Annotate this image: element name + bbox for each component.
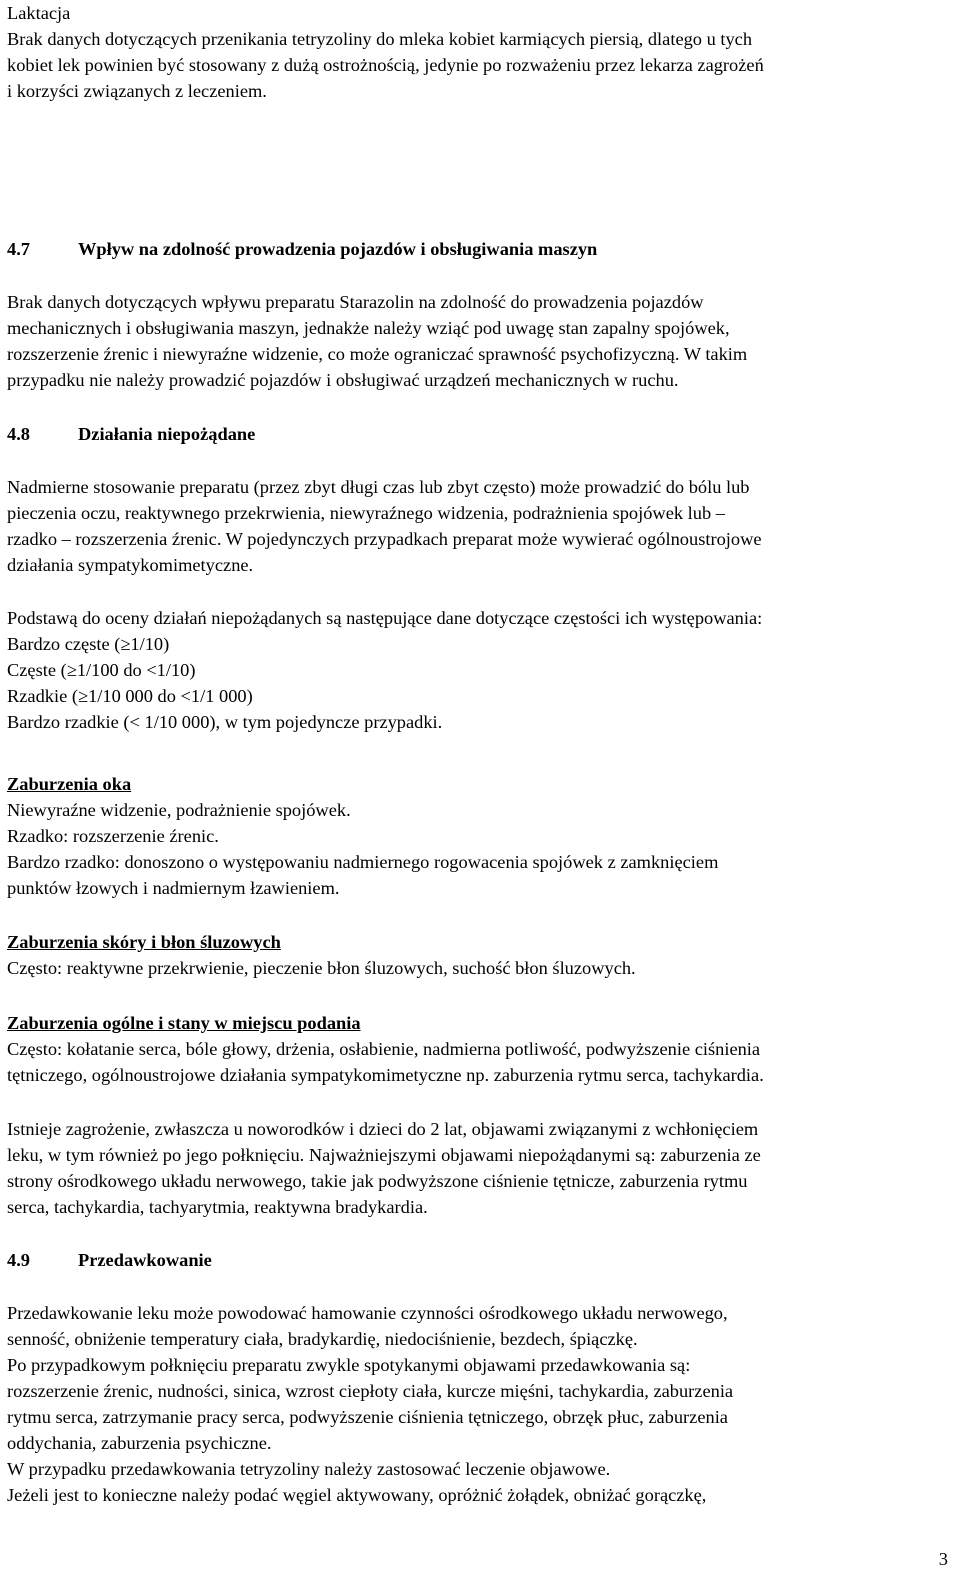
paragraph-line: leku, w tym również po jego połknięciu. Najważniejszymi objawami niepożądanymi są: zaburzenia ze	[7, 1145, 761, 1165]
paragraph-line: pieczenia oczu, reaktywnego przekrwienia, niewyraźnego widzenia, podrażnienia spojówek lub –	[7, 503, 725, 523]
section-heading	[7, 421, 255, 447]
section-number: 4.7	[7, 239, 30, 259]
page-number: 3	[938, 1549, 948, 1569]
section-heading	[7, 1247, 212, 1273]
paragraph-line: oddychania, zaburzenia psychiczne.	[7, 1433, 272, 1453]
subsection-title: Zaburzenia skóry i błon śluzowych	[7, 932, 281, 952]
paragraph-line: punktów łzowych i nadmiernym łzawieniem.	[7, 878, 340, 898]
paragraph-line: W przypadku przedawkowania tetryzoliny należy zastosować leczenie objawowe.	[7, 1459, 611, 1479]
lactation-section	[7, 0, 764, 104]
paragraph-line: rytmu serca, zatrzymanie pracy serca, podwyższenie ciśnienia tętniczego, obrzęk płuc, zaburzenia	[7, 1407, 728, 1427]
paragraph-line: rozszerzenie źrenic i niewyraźne widzenie, co może ograniczać sprawność psychofizyczną. W takim	[7, 344, 748, 364]
paragraph-line: senność, obniżenie temperatury ciała, bradykardię, niedociśnienie, bezdech, śpiączkę.	[7, 1329, 638, 1349]
section-heading	[7, 236, 597, 262]
paragraph-line: Podstawą do oceny działań niepożądanych są następujące dane dotyczące częstości ich występowania:	[7, 608, 763, 628]
paragraph-line: mechanicznych i obsługiwania maszyn, jednakże należy wziąć pod uwagę stan zapalny spojówek,	[7, 318, 730, 338]
paragraph-line: Często: reaktywne przekrwienie, pieczenie błon śluzowych, suchość błon śluzowych.	[7, 958, 636, 978]
frequency-item: Częste (≥1/100 do <1/10)	[7, 660, 196, 680]
paragraph-line: Brak danych dotyczących wpływu preparatu Starazolin na zdolność do prowadzenia pojazdów	[7, 292, 704, 312]
section-4-9-body	[7, 1300, 733, 1508]
paragraph-line: strony ośrodkowego układu nerwowego, takie jak podwyższone ciśnienie tętnicze, zaburzenia rytmu	[7, 1171, 748, 1191]
section-title: Działania niepożądane	[78, 424, 256, 444]
paragraph-line: Rzadko: rozszerzenie źrenic.	[7, 826, 219, 846]
lactation-title: Laktacja	[7, 3, 71, 23]
paragraph-line: działania sympatykomimetyczne.	[7, 555, 254, 575]
lactation-line: Brak danych dotyczących przenikania tetryzoliny do mleka kobiet karmiących piersią, dlatego u tych	[7, 29, 753, 49]
frequency-item: Bardzo częste (≥1/10)	[7, 634, 170, 654]
section-4-7	[7, 236, 597, 262]
paragraph-line: rzadko – rozszerzenia źrenic. W pojedynczych przypadkach preparat może wywierać ogólnoustrojowe	[7, 529, 762, 549]
paragraph-line: Jeżeli jest to konieczne należy podać węgiel aktywowany, opróżnić żołądek, obniżać gorączkę,	[7, 1485, 707, 1505]
paragraph-line: przypadku nie należy prowadzić pojazdów i obsługiwać urządzeń mechanicznych w ruchu.	[7, 370, 679, 390]
paragraph-line: Po przypadkowym połknięciu preparatu zwykle spotykanymi objawami przedawkowania są:	[7, 1355, 691, 1375]
skin-disorders-block	[7, 929, 636, 981]
section-title: Przedawkowanie	[78, 1250, 212, 1270]
frequency-item: Bardzo rzadkie (< 1/10 000), w tym pojedyncze przypadki.	[7, 712, 443, 732]
paragraph-line: rozszerzenie źrenic, nudności, sinica, wzrost ciepłoty ciała, kurcze mięśni, tachykardia, zaburzenia	[7, 1381, 734, 1401]
section-4-8-intro	[7, 474, 762, 578]
subsection-title: Zaburzenia ogólne i stany w miejscu podania	[7, 1013, 361, 1033]
lactation-line: kobiet lek powinien być stosowany z dużą ostrożnością, jedynie po rozważeniu przez lekarza zagrożeń	[7, 55, 764, 75]
paragraph-line: serca, tachykardia, tachyarytmia, reaktywna bradykardia.	[7, 1197, 428, 1217]
paragraph-line: Bardzo rzadko: donoszono o występowaniu nadmiernego rogowacenia spojówek z zamknięciem	[7, 852, 719, 872]
section-4-7-body	[7, 289, 747, 393]
paragraph-line: Przedawkowanie leku może powodować hamowanie czynności ośrodkowego układu nerwowego,	[7, 1303, 728, 1323]
section-4-8	[7, 421, 255, 447]
paragraph-line: Niewyraźne widzenie, podrażnienie spojówek.	[7, 800, 351, 820]
section-number: 4.9	[7, 1250, 30, 1270]
eye-disorders	[7, 771, 718, 901]
paragraph-line: Często: kołatanie serca, bóle głowy, drżenia, osłabienie, nadmierna potliwość, podwyższenie ciśnienia	[7, 1039, 761, 1059]
subsection-title: Zaburzenia oka	[7, 774, 132, 794]
paragraph-line: Nadmierne stosowanie preparatu (przez zbyt długi czas lub zbyt często) może prowadzić do bólu lub	[7, 477, 750, 497]
section-4-9	[7, 1247, 212, 1273]
section-number: 4.8	[7, 424, 30, 444]
paragraph-line: tętniczego, ogólnoustrojowe działania sympatykomimetyczne np. zaburzenia rytmu serca, tachykardia.	[7, 1065, 764, 1085]
frequency-list	[7, 605, 762, 735]
general-disorders	[7, 1010, 764, 1088]
section-title: Wpływ na zdolność prowadzenia pojazdów i obsługiwania maszyn	[78, 239, 598, 259]
paragraph-line: Istnieje zagrożenie, zwłaszcza u noworodków i dzieci do 2 lat, objawami związanymi z wchłonięciem	[7, 1119, 759, 1139]
frequency-item: Rzadkie (≥1/10 000 do <1/1 000)	[7, 686, 253, 706]
lactation-line: i korzyści związanych z leczeniem.	[7, 81, 267, 101]
risk-paragraph	[7, 1116, 761, 1220]
